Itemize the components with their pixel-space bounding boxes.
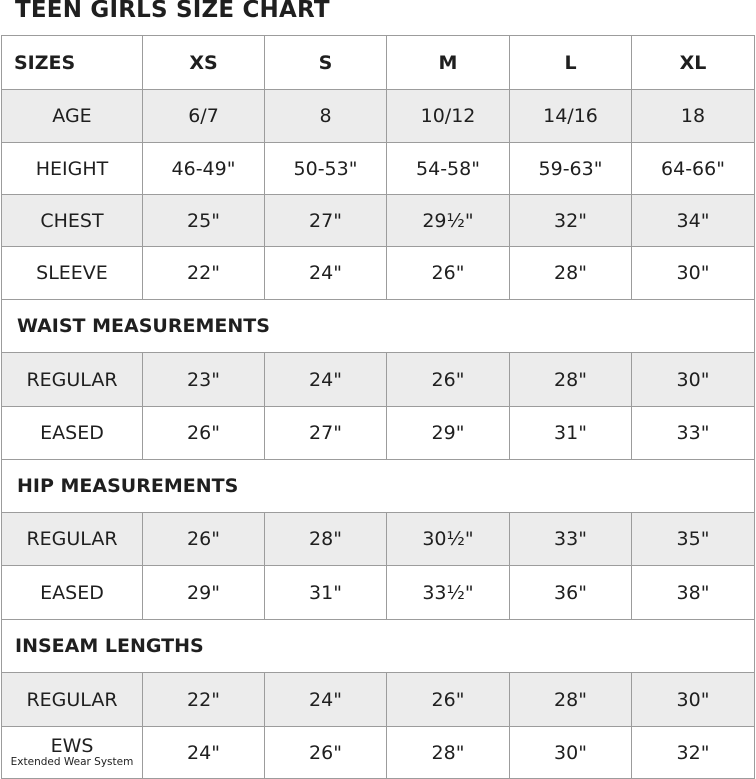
section-title-inseam: INSEAM LENGTHS <box>2 620 755 673</box>
table-cell: 26" <box>265 727 387 779</box>
table-cell: 10/12 <box>387 90 510 143</box>
table-cell: 30" <box>632 673 755 727</box>
table-cell: 33" <box>632 407 755 460</box>
table-row-sleeve <box>2 247 755 300</box>
table-cell: 26" <box>387 353 510 407</box>
row-label: CHEST <box>2 195 143 247</box>
table-cell: 34" <box>632 195 755 247</box>
row-label: EASED <box>2 566 143 620</box>
header-row <box>2 36 755 90</box>
size-header-xs: XS <box>143 36 265 90</box>
table-row-age <box>2 90 755 143</box>
table-cell: 26" <box>143 407 265 460</box>
table-cell: 23" <box>143 353 265 407</box>
row-label <box>2 727 143 779</box>
table-cell: 46-49" <box>143 143 265 195</box>
table-cell: 28" <box>510 353 632 407</box>
section-row-inseam <box>2 620 755 673</box>
table-row-height <box>2 143 755 195</box>
table-cell: 29" <box>143 566 265 620</box>
table-cell: 24" <box>265 247 387 300</box>
table-cell: 22" <box>143 247 265 300</box>
section-title-waist: WAIST MEASUREMENTS <box>2 300 755 353</box>
row-label: EASED <box>2 407 143 460</box>
table-cell: 25" <box>143 195 265 247</box>
table-cell: 6/7 <box>143 90 265 143</box>
table-cell: 31" <box>510 407 632 460</box>
size-header-m: M <box>387 36 510 90</box>
table-cell: 29" <box>387 407 510 460</box>
table-cell: 28" <box>510 247 632 300</box>
table-row-hip-eased <box>2 566 755 620</box>
table-cell: 64-66" <box>632 143 755 195</box>
table-cell: 30" <box>632 353 755 407</box>
table-cell: 30" <box>510 727 632 779</box>
row-label: REGULAR <box>2 353 143 407</box>
size-header-l: L <box>510 36 632 90</box>
size-chart-table <box>1 35 755 779</box>
table-row-inseam-ews <box>2 727 755 779</box>
table-cell: 31" <box>265 566 387 620</box>
table-cell: 27" <box>265 407 387 460</box>
ews-sublabel: Extended Wear System <box>10 756 134 768</box>
table-cell: 36" <box>510 566 632 620</box>
chart-title: TEEN GIRLS SIZE CHART <box>15 0 330 23</box>
table-cell: 30½" <box>387 513 510 566</box>
size-header-xl: XL <box>632 36 755 90</box>
table-row-chest <box>2 195 755 247</box>
section-row-waist <box>2 300 755 353</box>
table-cell: 18 <box>632 90 755 143</box>
table-cell: 54-58" <box>387 143 510 195</box>
table-cell: 24" <box>265 673 387 727</box>
section-row-hip <box>2 460 755 513</box>
table-cell: 59-63" <box>510 143 632 195</box>
row-label: AGE <box>2 90 143 143</box>
table-cell: 14/16 <box>510 90 632 143</box>
table-cell: 50-53" <box>265 143 387 195</box>
table-cell: 22" <box>143 673 265 727</box>
table-row-waist-regular <box>2 353 755 407</box>
table-cell: 33½" <box>387 566 510 620</box>
row-label: REGULAR <box>2 673 143 727</box>
table-row-hip-regular <box>2 513 755 566</box>
table-cell: 8 <box>265 90 387 143</box>
table-cell: 33" <box>510 513 632 566</box>
header-label: SIZES <box>2 36 143 90</box>
table-cell: 30" <box>632 247 755 300</box>
table-cell: 26" <box>387 247 510 300</box>
table-row-inseam-regular <box>2 673 755 727</box>
row-label: HEIGHT <box>2 143 143 195</box>
table-row-waist-eased <box>2 407 755 460</box>
table-cell: 27" <box>265 195 387 247</box>
table-cell: 28" <box>387 727 510 779</box>
table-cell: 35" <box>632 513 755 566</box>
table-cell: 26" <box>387 673 510 727</box>
table-cell: 38" <box>632 566 755 620</box>
row-label: REGULAR <box>2 513 143 566</box>
row-label: SLEEVE <box>2 247 143 300</box>
section-title-hip: HIP MEASUREMENTS <box>2 460 755 513</box>
table-cell: 28" <box>265 513 387 566</box>
table-cell: 24" <box>143 727 265 779</box>
table-cell: 24" <box>265 353 387 407</box>
table-cell: 32" <box>510 195 632 247</box>
table-cell: 28" <box>510 673 632 727</box>
table-cell: 26" <box>143 513 265 566</box>
table-cell: 29½" <box>387 195 510 247</box>
ews-label: EWS <box>50 735 94 757</box>
table-cell: 32" <box>632 727 755 779</box>
size-header-s: S <box>265 36 387 90</box>
